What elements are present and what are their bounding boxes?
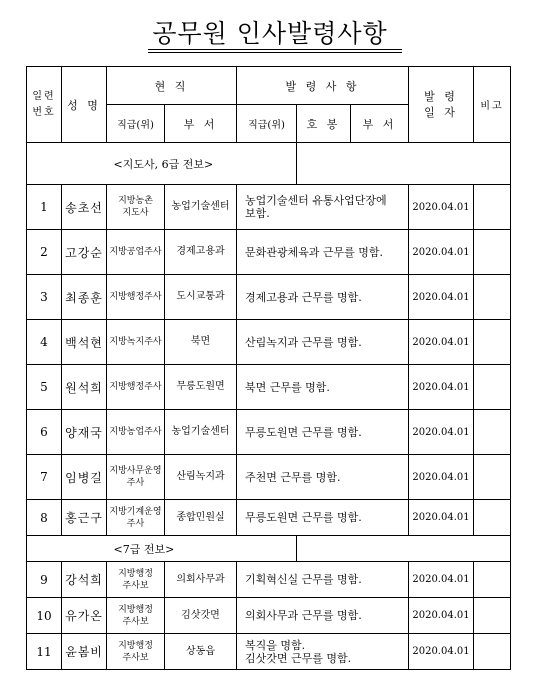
header-new-dept: 부 서 [351,105,409,143]
cell-action-line: 농업기술센터 유통사업단장에 [245,194,387,207]
cell-note [474,455,511,500]
cell-current-grade-line: 지방행정 [118,568,153,579]
header-date-line2: 일 자 [424,105,458,119]
cell-date: 2020.04.01 [409,598,474,634]
header-current-dept: 부 서 [165,105,237,143]
cell-current-grade-line: 지방공업주사 [109,247,162,257]
cell-name: 원석희 [62,365,107,410]
cell-name: 윤봄비 [62,634,107,670]
cell-action-line: 문화관광체육과 근무를 명함. [245,245,384,259]
table-row [27,634,511,670]
cell-date: 2020.04.01 [409,500,474,536]
table-row [27,455,511,500]
cell-current-grade-line: 지방행정주사 [109,382,162,392]
cell-current-grade-line: 지방농업주사 [109,427,162,437]
cell-current-dept-line: 농업기술센터 [171,201,230,212]
cell-date: 2020.04.01 [409,185,474,230]
cell-current-grade-line: 지방기계운영 [109,506,162,517]
cell-current-grade-line: 주사보 [122,580,149,591]
cell-current-grade-line: 지도사 [122,208,149,218]
header-no-line1: 일련 [32,90,56,102]
cell-current-dept [165,455,237,500]
cell-current-grade [107,500,165,536]
cell-note [474,562,511,598]
header-date-line1: 발 령 [424,89,458,103]
table-row [27,598,511,634]
header-current-grade: 직급(위) [107,105,165,143]
cell-no: 7 [27,455,62,500]
cell-name: 유가온 [62,598,107,634]
cell-note [474,275,511,320]
cell-date: 2020.04.01 [409,230,474,275]
section-header-row [27,536,511,562]
cell-action-line: 경제고용과 근무를 명함. [245,290,362,304]
cell-action [237,598,409,634]
cell-name: 고강순 [62,230,107,275]
cell-note [474,230,511,275]
cell-note [474,365,511,410]
cell-current-dept [165,500,237,536]
cell-date: 2020.04.01 [409,455,474,500]
header-current: 현 직 [107,67,237,105]
cell-current-grade [107,185,165,230]
cell-action-line: 무릉도원면 근무를 명함. [245,425,362,439]
cell-date: 2020.04.01 [409,275,474,320]
section-blank-cell [297,143,511,185]
cell-no: 8 [27,500,62,536]
cell-action-line: 보함. [245,207,270,220]
cell-note [474,500,511,536]
cell-current-grade-line: 주사보 [122,616,149,627]
table-row [27,410,511,455]
cell-action-line: 무릉도원면 근무를 명함. [245,511,362,524]
header-row-1 [27,67,511,105]
cell-date: 2020.04.01 [409,562,474,598]
cell-action [237,230,409,275]
cell-current-dept [165,410,237,455]
header-new-grade: 직급(위) [237,105,297,143]
cell-current-grade [107,562,165,598]
cell-current-dept-line: 북면 [190,336,211,347]
table-row [27,500,511,536]
cell-action [237,410,409,455]
cell-action [237,185,409,230]
cell-current-dept [165,275,237,320]
cell-no: 5 [27,365,62,410]
cell-name: 백석현 [62,320,107,365]
cell-current-dept [165,598,237,634]
table-row [27,365,511,410]
cell-action-line: 북면 근무를 명함. [245,380,330,394]
cell-current-dept-line: 산림녹지과 [176,471,225,482]
cell-action [237,365,409,410]
cell-current-dept [165,185,237,230]
cell-action-line: 복직을 명함. [245,638,306,652]
header-new-rank: 호 봉 [297,105,351,143]
cell-current-grade [107,230,165,275]
cell-no: 3 [27,275,62,320]
cell-current-grade-line: 지방행정 [118,604,153,615]
cell-current-dept-line: 종합민원실 [176,511,225,523]
cell-date: 2020.04.01 [409,634,474,670]
cell-current-grade [107,320,165,365]
cell-no: 4 [27,320,62,365]
cell-note [474,634,511,670]
title-underline [148,49,402,50]
cell-date: 2020.04.01 [409,365,474,410]
cell-name: 강석희 [62,562,107,598]
header-date [409,67,474,143]
section-label: <7급 전보> [62,536,297,562]
cell-current-grade [107,275,165,320]
cell-action-line: 기획혁신실 근무를 명함. [245,573,362,586]
cell-action [237,320,409,365]
cell-no: 6 [27,410,62,455]
cell-current-grade-line: 지방사무운영 [109,466,162,476]
header-note: 비고 [474,67,511,143]
section-blank-cell [27,143,62,185]
header-no-line2: 번호 [32,106,56,118]
cell-current-dept [165,320,237,365]
cell-action [237,500,409,536]
cell-current-grade-line: 주사보 [122,652,149,663]
cell-current-dept-line: 농업기술센터 [171,426,230,437]
cell-action-line: 산림녹지과 근무를 명함. [245,335,362,349]
cell-current-grade [107,455,165,500]
cell-current-dept-line: 상동읍 [186,645,215,657]
header-order: 발 령 사 항 [237,67,409,105]
cell-no: 10 [27,598,62,634]
cell-current-dept [165,230,237,275]
cell-current-grade [107,410,165,455]
cell-name: 송초선 [62,185,107,230]
cell-date: 2020.04.01 [409,320,474,365]
page-title: 공무원 인사발령사항 [152,19,388,48]
table-row [27,185,511,230]
cell-action-line: 의회사무과 근무를 명함. [245,609,362,622]
cell-current-grade-line: 지방녹지주사 [109,337,162,347]
cell-note [474,598,511,634]
cell-current-dept-line: 무릉도원면 [176,381,225,392]
cell-action-line: 김삿갓면 근무를 명함. [245,651,352,665]
cell-action [237,562,409,598]
section-header-row [27,143,511,185]
cell-current-dept-line: 의회사무과 [176,573,225,585]
cell-current-grade-line: 지방농촌 [118,196,153,206]
cell-current-dept [165,634,237,670]
cell-action [237,455,409,500]
title-underline-double [148,52,402,53]
cell-name: 양재국 [62,410,107,455]
title-area [0,0,535,60]
section-label: <지도사, 6급 전보> [62,143,297,185]
section-blank-cell [27,536,62,562]
table-row [27,562,511,598]
cell-current-grade [107,365,165,410]
appointment-table [26,66,511,670]
cell-no: 9 [27,562,62,598]
cell-current-grade-line: 지방행정 [118,640,153,651]
cell-note [474,410,511,455]
header-no [27,67,62,143]
cell-current-grade [107,598,165,634]
cell-current-grade-line: 주사 [126,478,145,488]
cell-name: 임병길 [62,455,107,500]
cell-current-dept-line: 경제고용과 [176,246,225,257]
cell-current-grade-line: 주사 [126,518,145,529]
cell-action-line: 주천면 근무를 명함. [245,470,341,484]
table-row [27,230,511,275]
cell-current-dept [165,365,237,410]
table-row [27,275,511,320]
cell-current-grade-line: 지방행정주사 [109,292,162,302]
section-blank-cell [297,536,511,562]
cell-note [474,320,511,365]
cell-action [237,275,409,320]
cell-name: 최종훈 [62,275,107,320]
cell-no: 2 [27,230,62,275]
cell-no: 11 [27,634,62,670]
cell-current-dept-line: 도시교통과 [176,291,225,302]
cell-current-dept-line: 김삿갓면 [181,609,220,621]
cell-current-grade [107,634,165,670]
cell-date: 2020.04.01 [409,410,474,455]
cell-no: 1 [27,185,62,230]
table-row [27,320,511,365]
cell-note [474,185,511,230]
cell-current-dept [165,562,237,598]
cell-name: 홍근구 [62,500,107,536]
header-name: 성 명 [62,67,107,143]
cell-action [237,634,409,670]
